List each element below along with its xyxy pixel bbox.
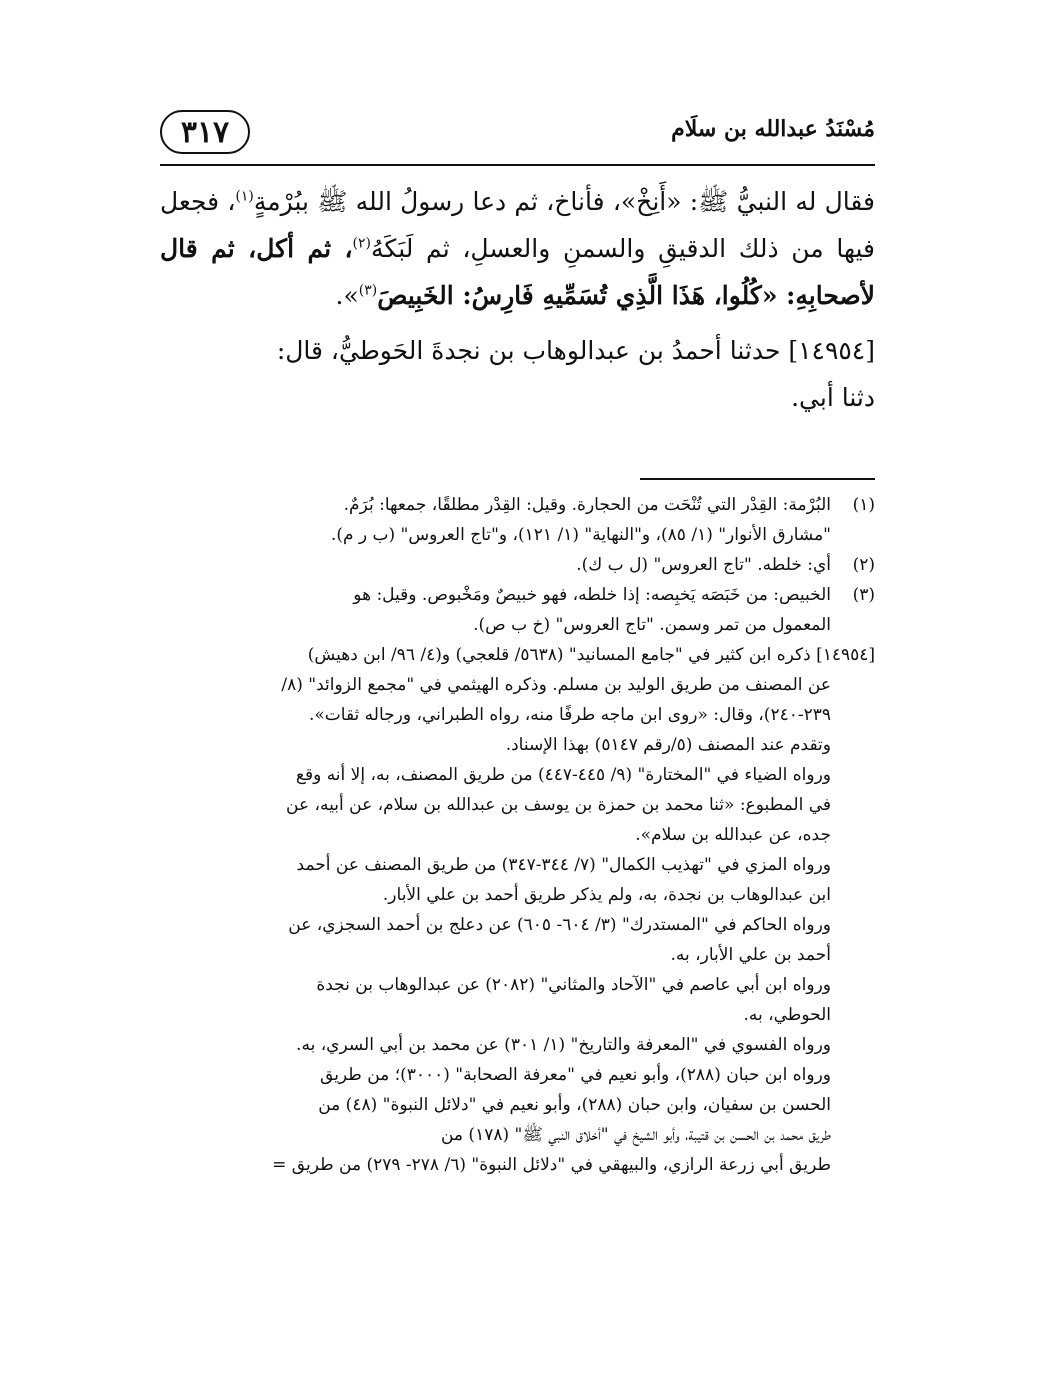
commentary-line: في المطبوع: «ثنا محمد بن حمزة بن يوسف بن عبدالله بن سلام، عن أبيه، عن bbox=[286, 795, 831, 815]
commentary-line: الحسن بن سفيان، وابن حبان (٢٨٨)، وأبو نعيم في "دلائل النبوة" (٤٨) من bbox=[318, 1095, 831, 1115]
commentary-line: وتقدم عند المصنف (٥/رقم ٥١٤٧) بهذا الإسناد. bbox=[505, 735, 831, 755]
running-title: مُسْنَدُ عبدالله بن سلَام bbox=[671, 116, 875, 142]
commentary-line: ورواه المزي في "تهذيب الكمال" (٧/ ٣٤٤-٣٤٧) من طريق المصنف عن أحمد bbox=[296, 855, 831, 875]
commentary-line: ٢٣٩-٢٤٠)، وقال: «روى ابن ماجه طرفًا منه، رواه الطبراني، ورجاله ثقات». bbox=[308, 705, 831, 725]
footnote-separator bbox=[640, 478, 875, 480]
commentary-line: طريق أبي زرعة الرازي، والبيهقي في "دلائل النبوة" (٦/ ٢٧٨- ٢٧٩) من طريق = bbox=[272, 1155, 831, 1175]
footnote-line: الخبيص: من خَبَصَه يَخبِصه: إذا خلطه، فهو خبيصٌ ومَخْبوص. وقيل: هو bbox=[353, 585, 831, 605]
footnote-line: المعمول من تمر وسمن. "تاج العروس" (خ ب ص). bbox=[473, 615, 831, 635]
main-line: ، ثم أكل، ثم قال لأصحابِهِ: «كُلُوا، هَذَا الَّذِي تُسَمِّيهِ فَارِسُ: الخَبِيصَ bbox=[160, 234, 875, 310]
isnad-line: [١٤٩٥٤] حدثنا أحمدُ بن عبدالوهاب بن نجدةَ الحَوطيُّ، قال: bbox=[276, 336, 875, 365]
main-line: فقال له النبيُّ ﷺ: «أَنِخْ»، فأناخ، ثم دعا رسولُ الله ﷺ ببُرْمةٍ bbox=[253, 187, 875, 216]
commentary-line: ورواه الحاكم في "المستدرك" (٣/ ٦٠٤- ٦٠٥) عن دعلج بن أحمد السجزي، عن bbox=[288, 915, 831, 935]
main-line: ». bbox=[335, 281, 359, 310]
page-number-badge bbox=[160, 110, 250, 154]
footnote-number: (٣) bbox=[852, 585, 875, 605]
isnad-paragraph bbox=[160, 327, 875, 421]
footnote-line: "مشارق الأنوار" (١/ ٨٥)، و"النهاية" (١/ ١٢١)، و"تاج العروس" (ب ر م). bbox=[330, 525, 831, 545]
main-line: ، فجعل فيها من ذلك الدقيقِ والسمنِ والعسلِ، ثم لَبَكَهُ bbox=[160, 187, 875, 263]
footnote-line: البُرْمة: القِدْر التي تُنْحَت من الحجارة. وقيل: القِدْر مطلقًا، جمعها: بُرَمٌ. bbox=[343, 495, 831, 515]
footnote-1 bbox=[160, 490, 875, 550]
commentary-line: الحوطي، به. bbox=[743, 1005, 831, 1025]
footnote-2 bbox=[160, 550, 875, 580]
footnote-number: (١) bbox=[852, 495, 875, 515]
page-header bbox=[160, 110, 875, 170]
footnote-number: (٢) bbox=[852, 555, 875, 575]
hadith-commentary bbox=[160, 640, 875, 1180]
commentary-line: عن المصنف من طريق الوليد بن مسلم. وذكره الهيثمي في "مجمع الزوائد" (٨/ bbox=[281, 675, 831, 695]
main-text bbox=[160, 178, 875, 421]
footnote-mark: (٣) bbox=[358, 282, 378, 299]
footnote-line: أي: خلطه. "تاج العروس" (ل ب ك). bbox=[576, 555, 831, 575]
commentary-line: [١٤٩٥٤] ذكره ابن كثير في "جامع المسانيد" (٥٦٣٨/ قلعجي) و(٤/ ٩٦/ ابن دهيش) bbox=[307, 645, 875, 665]
page-number: ٣١٧ bbox=[180, 114, 230, 150]
footnotes bbox=[160, 490, 875, 1180]
isnad-line: دثنا أبي. bbox=[791, 383, 875, 412]
commentary-line: أحمد بن علي الأبار، به. bbox=[670, 945, 831, 965]
footnote-3 bbox=[160, 580, 875, 640]
commentary-line: ورواه ابن حبان (٢٨٨)، وأبو نعيم في "معرفة الصحابة" (٣٠٠٠)؛ من طريق bbox=[320, 1065, 831, 1085]
header-rule bbox=[160, 164, 875, 166]
hadith-paragraph bbox=[160, 178, 875, 319]
commentary-line: ابن عبدالوهاب بن نجدة، به، ولم يذكر طريق أحمد بن علي الأبار. bbox=[382, 885, 831, 905]
commentary-line: ورواه ابن أبي عاصم في "الآحاد والمثاني" (٢٠٨٢) عن عبدالوهاب بن نجدة bbox=[316, 975, 831, 995]
footnote-mark: (٢) bbox=[352, 235, 372, 252]
commentary-line: ورواه الضياء في "المختارة" (٩/ ٤٤٥-٤٤٧) من طريق المصنف، به، إلا أنه وقع bbox=[295, 765, 831, 785]
footnote-mark: (١) bbox=[235, 188, 254, 205]
commentary-line: طريق محمد بن الحسن بن قتيبة، وأبو الشيخ في "أخلاق النبي ﷺ" (١٧٨) من bbox=[440, 1125, 831, 1145]
commentary-line: ورواه الفسوي في "المعرفة والتاريخ" (١/ ٣٠١) عن محمد بن أبي السري، به. bbox=[296, 1035, 831, 1055]
commentary-line: جده، عن عبدالله بن سلام». bbox=[635, 825, 831, 845]
